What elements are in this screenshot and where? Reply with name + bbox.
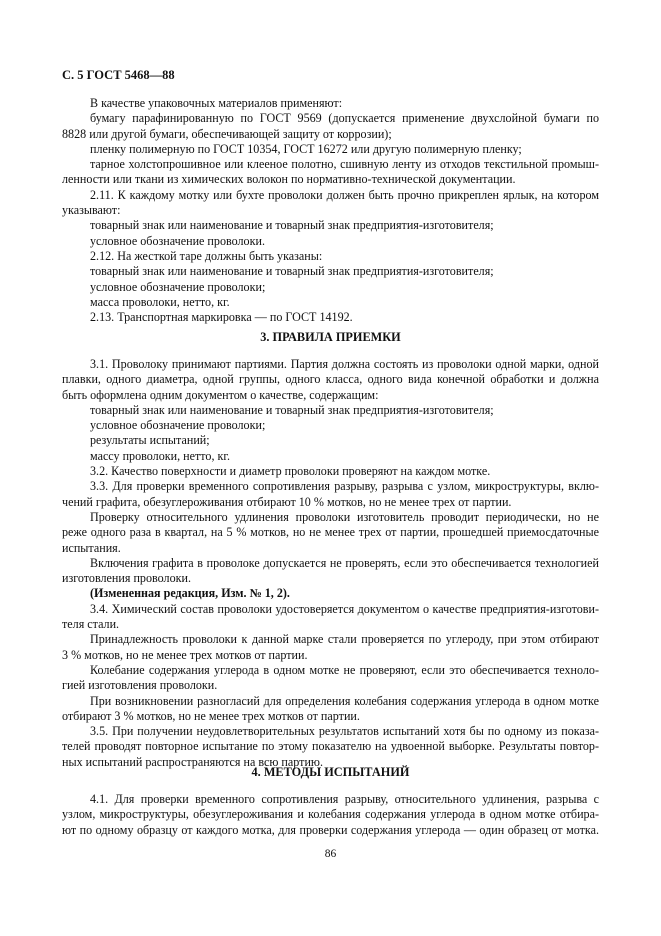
text-line: плавки, одного диаметра, одной группы, одного класса, одного вида конечной обработки и должна [62, 372, 599, 387]
text-line: отбирают 3 % мотков, но не менее трех мотков от партии. [62, 708, 360, 723]
text-line: пленку полимерную по ГОСТ 10354, ГОСТ 16272 или другую полимерную пленку; [90, 141, 522, 156]
text-line: товарный знак или наименование и товарный знак предприятия-изготовителя; [90, 402, 494, 417]
text-line: Принадлежность проволоки к данной марке стали проверяется по углероду, при этом отбирают [90, 632, 599, 647]
text-line: гией изготовления проволоки. [62, 678, 218, 693]
text-line: 2.11. К каждому мотку или бухте проволоки должен быть прочно прикреплен ярлык, на котором [90, 187, 599, 202]
text-line: результаты испытаний; [90, 433, 210, 448]
text-line: Включения графита в проволоке допускается не проверять, если это обеспечивается технологией [90, 555, 599, 570]
text-line: телей проводят повторное испытание по этому показателю на удвоенной выборке. Результаты повтор- [62, 739, 599, 754]
text-line: 3 % мотков, но не менее трех мотков от партии. [62, 647, 308, 662]
text-line: условное обозначение проволоки. [90, 233, 265, 248]
text-line: 3.1. Проволоку принимают партиями. Партия должна состоять из проволоки одной марки, одной [90, 357, 599, 371]
text-line: товарный знак или наименование и товарный знак предприятия-изготовителя; [90, 264, 494, 279]
text-line: масса проволоки, нетто, кг. [90, 294, 230, 309]
text-line: При возникновении разногласий для определения колебания содержания углерода в одном мотке [90, 693, 599, 708]
text-line: испытания. [62, 540, 121, 555]
page-number: 86 [324, 848, 337, 860]
text-line: узлом, микроструктуры, обезуглероживания и колебания содержания углерода в одном мотке отбира- [62, 807, 599, 822]
text-line: быть оформлена одним документом о качестве, содержащим: [62, 387, 379, 402]
text-line: тарное холстопрошивное или клееное полотно, сшивную ленту из отходов текстильной промыш- [90, 157, 599, 172]
text-line: 3.3. Для проверки временного сопротивления разрыву, разрыва с узлом, микроструктуры, вклю- [90, 479, 599, 494]
text-line: Колебание содержания углерода в одном мотке не проверяют, если это обеспечивается техноло- [90, 662, 599, 677]
packaging-and-marking-text [62, 96, 599, 325]
text-line: ленности или ткани из химических волокон по нормативно-технической документации. [62, 172, 516, 187]
text-line: 3.5. При получении неудовлетворительных результатов испытаний хотя бы по одному из показа- [90, 724, 599, 739]
text-line: 8828 или другой бумаги, обеспечивающей защиту от коррозии); [62, 126, 392, 141]
acceptance-rules-text [62, 357, 599, 770]
text-line: условное обозначение проволоки; [90, 279, 266, 294]
page-header: С. 5 ГОСТ 5468—88 [62, 68, 175, 82]
text-line: массу проволоки, нетто, кг. [90, 448, 230, 463]
text-line: (Измененная редакция, Изм. № 1, 2). [90, 586, 290, 601]
text-line: 3.4. Химический состав проволоки удостоверяется документом о качестве предприятия-изготови- [90, 601, 599, 616]
text-line: бумагу парафинированную по ГОСТ 9569 (допускается применение двухслойной бумаги по [90, 111, 599, 126]
test-methods-text [62, 792, 599, 838]
text-line: теля стали. [62, 617, 120, 632]
text-line: 3.2. Качество поверхности и диаметр проволоки проверяют на каждом мотке. [90, 464, 491, 479]
text-line: чений графита, обезуглероживания отбирают 10 % мотков, но не менее трех от партии. [62, 494, 512, 509]
text-line: 2.13. Транспортная маркировка — по ГОСТ 14192. [90, 310, 353, 325]
text-line: указывают: [62, 203, 121, 218]
text-line: 2.12. На жесткой таре должны быть указаны: [90, 248, 323, 263]
text-line: изготовления проволоки. [62, 571, 191, 586]
text-line: товарный знак или наименование и товарный знак предприятия-изготовителя; [90, 218, 494, 233]
section-4-title: 4. МЕТОДЫ ИСПЫТАНИЙ [251, 765, 410, 779]
text-line: условное обозначение проволоки; [90, 418, 266, 433]
text-line: ных испытаний распространяются на всю партию. [62, 754, 323, 769]
text-line: реже одного раза в квартал, на 5 % мотков, но не менее трех от партии, прошедшей приемосдаточные [62, 525, 599, 540]
text-line: В качестве упаковочных материалов применяют: [90, 96, 343, 110]
text-line: 4.1. Для проверки временного сопротивления разрыву, относительного удлинения, разрыва с [90, 792, 599, 806]
section-3-title: 3. ПРАВИЛА ПРИЕМКИ [260, 330, 401, 344]
text-line: Проверку относительного удлинения проволоки изготовитель проводит периодически, но не [90, 509, 599, 524]
text-line: ют по одному образцу от каждого мотка, для проверки содержания углерода — один образец от мотка. [62, 822, 599, 837]
